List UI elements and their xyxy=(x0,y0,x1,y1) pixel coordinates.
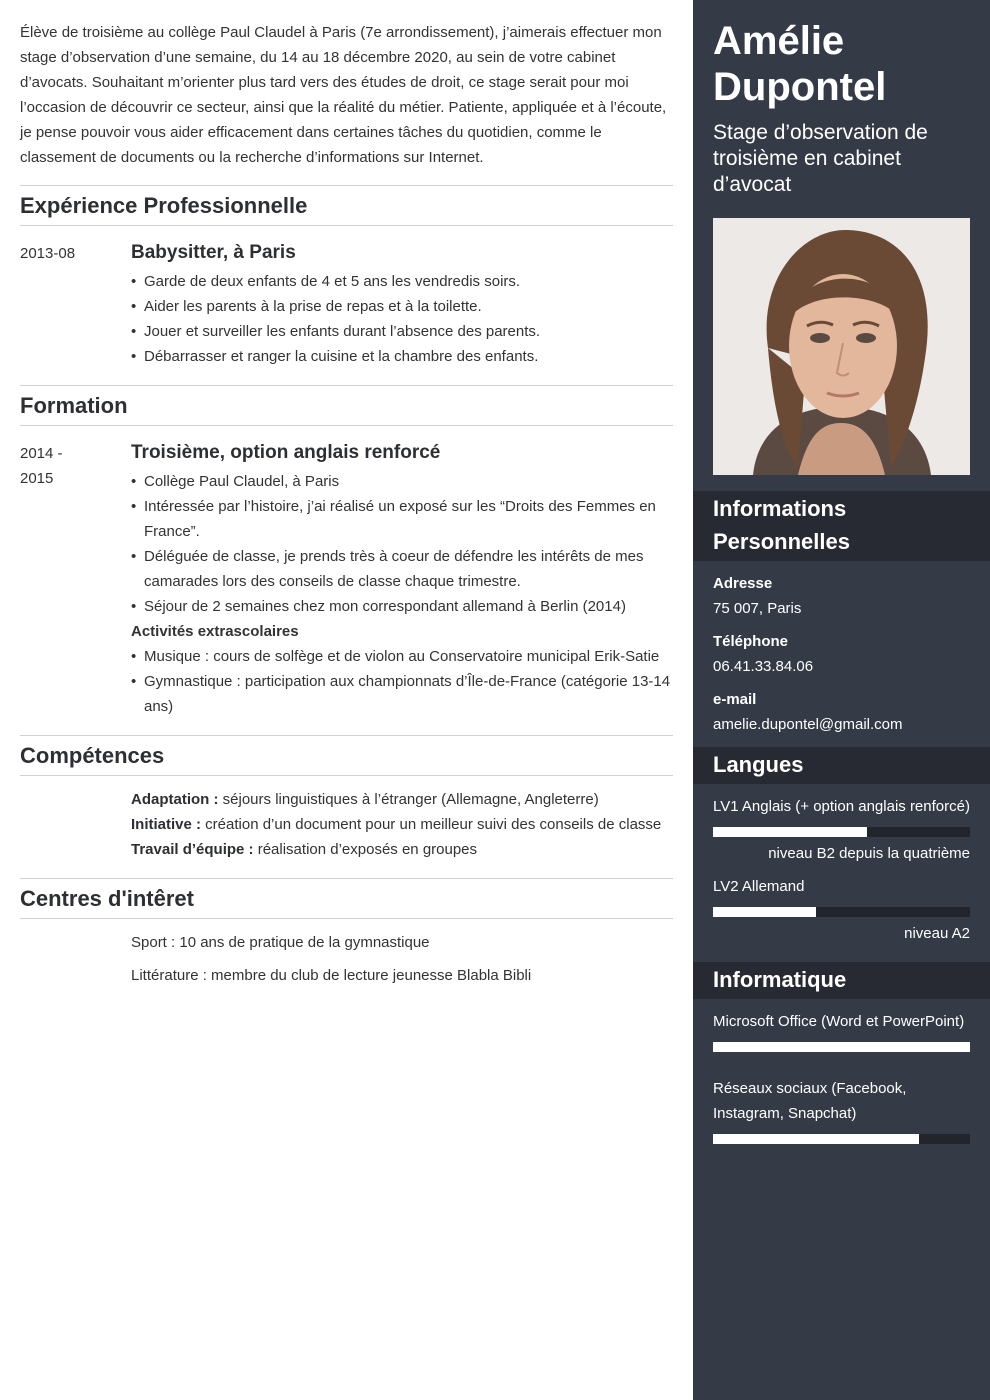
skill-label: Travail d’équipe : xyxy=(131,841,254,858)
list-item: • Jouer et surveiller les enfants durant l’absence des parents. xyxy=(131,319,673,344)
education-list xyxy=(131,469,673,619)
extracurricular-list xyxy=(131,644,673,719)
section-title-interests: Centres d'intêret xyxy=(20,878,673,919)
personal-section xyxy=(693,491,990,737)
computing-skill-name: Microsoft Office (Word et PowerPoint) xyxy=(713,1013,965,1030)
profile-role: Stage d’observation de troisième en cabinet d’avocat xyxy=(713,121,928,196)
skill-item xyxy=(131,812,673,837)
extracurricular-heading: Activités extrascolaires xyxy=(131,623,299,640)
skill-item xyxy=(131,837,673,862)
section-title-languages: Langues xyxy=(693,747,990,784)
skill-label: Adaptation : xyxy=(131,791,219,808)
language-level: niveau A2 xyxy=(904,925,970,942)
list-item: • Gymnastique : participation aux championnats d’Île-de-France (catégorie 13-14 ans) xyxy=(131,669,673,719)
education-entry xyxy=(20,440,673,719)
skills-section xyxy=(20,735,673,862)
education-section xyxy=(20,385,673,719)
language-bar-fill xyxy=(713,827,867,837)
computing-skill-name: Réseaux sociaux (Facebook, Instagram, Snapchat) xyxy=(713,1080,907,1122)
interest-item: Sport : 10 ans de pratique de la gymnastique xyxy=(131,934,430,951)
list-item: • Déléguée de classe, je prends très à coeur de défendre les intérêts de mes camarades lors des conseils de classe chaque trimestre. xyxy=(131,544,673,594)
computing-bar xyxy=(713,1042,970,1052)
section-title-experience: Expérience Professionnelle xyxy=(20,185,673,226)
interests-section xyxy=(20,878,673,988)
list-item: • Séjour de 2 semaines chez mon correspondant allemand à Berlin (2014) xyxy=(131,594,673,619)
list-item: • Aider les parents à la prise de repas et à la toilette. xyxy=(131,294,673,319)
entry-date: 2014 - 2015 xyxy=(20,445,63,487)
interest-item: Littérature : membre du club de lecture jeunesse Blabla Bibli xyxy=(131,967,532,984)
section-title-personal: Informations Personnelles xyxy=(693,491,990,561)
entry-title: Babysitter, à Paris xyxy=(131,242,296,263)
profile-photo xyxy=(713,218,970,475)
list-item: • Collège Paul Claudel, à Paris xyxy=(131,469,673,494)
skill-text: création d’un document pour un meilleur suivi des conseils de classe xyxy=(201,816,662,833)
entry-date: 2013-08 xyxy=(20,245,76,262)
email-value: amelie.dupontel@gmail.com xyxy=(713,716,903,733)
computing-bar xyxy=(713,1134,970,1144)
skill-text: réalisation d’exposés en groupes xyxy=(253,841,478,858)
list-item: • Garde de deux enfants de 4 et 5 ans les vendredis soirs. xyxy=(131,269,673,294)
profile-name: Amélie Dupontel xyxy=(713,19,887,109)
list-item: • Musique : cours de solfège et de violon au Conservatoire municipal Erik-Satie xyxy=(131,644,673,669)
entry-title: Troisième, option anglais renforcé xyxy=(131,442,441,463)
section-title-skills: Compétences xyxy=(20,735,673,776)
language-bar xyxy=(713,907,970,917)
skill-label: Initiative : xyxy=(131,816,202,833)
sidebar xyxy=(693,0,990,1400)
skill-item xyxy=(131,787,673,812)
experience-list xyxy=(131,269,673,369)
language-bar-fill xyxy=(713,907,816,917)
computing-bar-fill xyxy=(713,1042,970,1052)
languages-section xyxy=(693,747,990,946)
computing-bar-fill xyxy=(713,1134,919,1144)
address-label: Adresse xyxy=(713,575,773,592)
language-name: LV1 Anglais (+ option anglais renforcé) xyxy=(713,798,970,815)
language-level: niveau B2 depuis la quatrième xyxy=(768,845,970,862)
computing-section xyxy=(693,962,990,1144)
phone-value: 06.41.33.84.06 xyxy=(713,658,814,675)
section-title-computing: Informatique xyxy=(693,962,990,999)
language-bar xyxy=(713,827,970,837)
list-item: • Débarrasser et ranger la cuisine et la chambre des enfants. xyxy=(131,344,673,369)
email-label: e-mail xyxy=(713,691,757,708)
skill-text: séjours linguistiques à l’étranger (Allemagne, Angleterre) xyxy=(218,791,599,808)
list-item: • Intéressée par l’histoire, j’ai réalisé un exposé sur les “Droits des Femmes en France”. xyxy=(131,494,673,544)
experience-entry xyxy=(20,240,673,369)
summary: Élève de troisième au collège Paul Claudel à Paris (7e arrondissement), j’aimerais effectuer mon stage d’observation d’une semaine, du 14 au 18 décembre 2020, au sein de votre cabinet d’avocats. Souhaitant m’orienter plus tard vers des études de droit, ce stage serait pour moi l’occasion de découvrir ce secteur, ainsi que la réalité du métier. Patiente, appliquée et à l’écoute, je pense pouvoir vous aider efficacement dans certaines tâches du quotidien, comme le classement de documents ou la recherche d’informations sur Internet. xyxy=(20,24,667,166)
section-title-education: Formation xyxy=(20,385,673,426)
experience-section xyxy=(20,185,673,369)
language-name: LV2 Allemand xyxy=(713,878,805,895)
address-value: 75 007, Paris xyxy=(713,600,802,617)
phone-label: Téléphone xyxy=(713,633,789,650)
portrait-image xyxy=(713,218,970,475)
skills-list xyxy=(20,787,673,862)
